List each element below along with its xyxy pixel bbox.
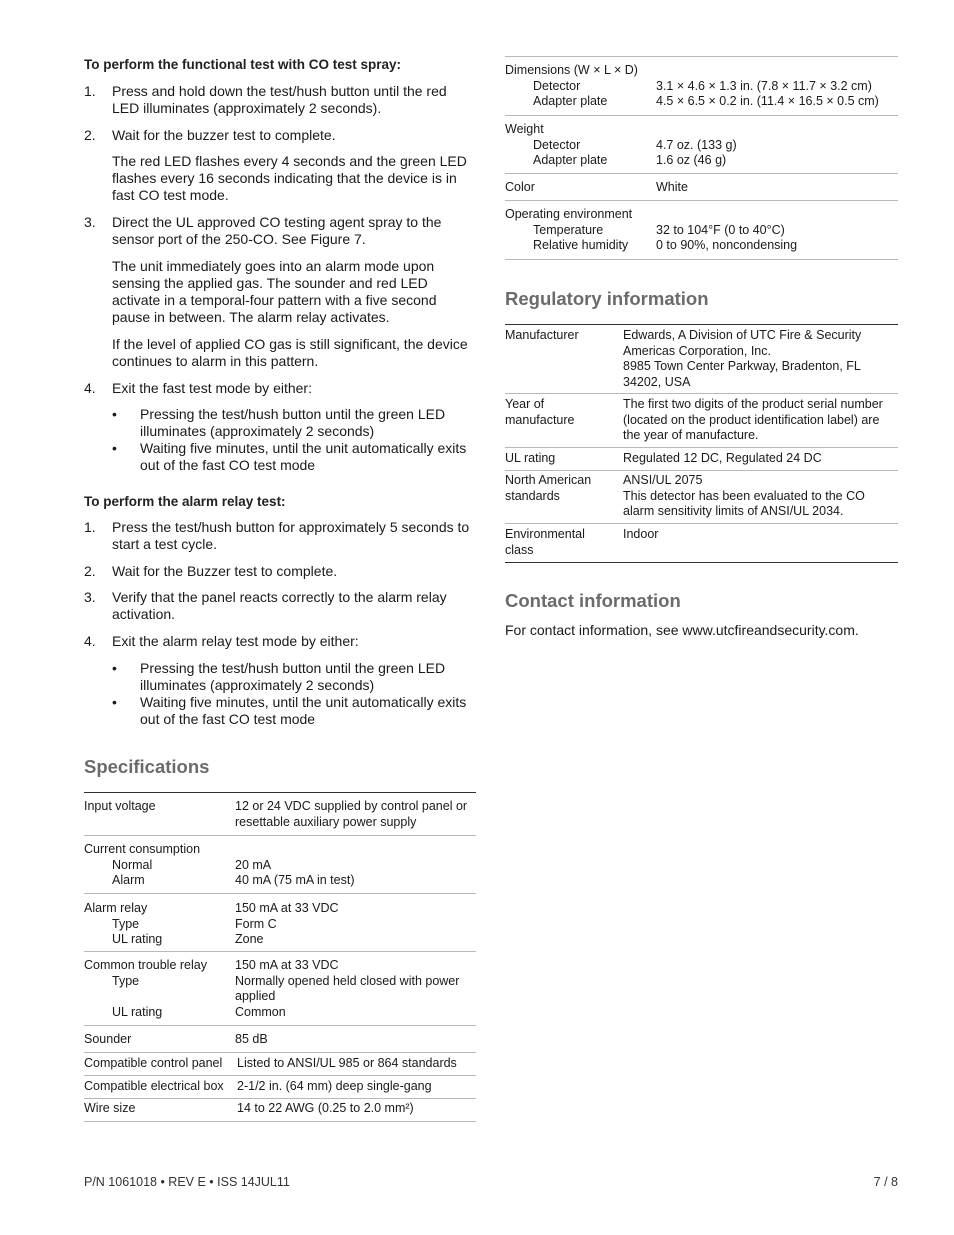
table-row: Current consumption Normal Alarm 20 mA 40 mA (75 mA in test) xyxy=(84,835,476,894)
specifications-heading: Specifications xyxy=(84,756,210,777)
table-row: Operating environment Temperature Relative humidity 32 to 104°F (0 to 40°C) 0 to 90%, noncondensing xyxy=(505,200,898,260)
table-row: Compatible control panel Listed to ANSI/UL 985 or 864 standards xyxy=(84,1052,476,1076)
table-row: Year of manufacture The first two digits of the product serial number (located on the product identification label) are the year of manufacture. xyxy=(505,393,898,448)
footer-page-number: 7 / 8 xyxy=(873,1175,898,1189)
table-row: Weight Detector Adapter plate 4.7 oz. (133 g) 1.6 oz (46 g) xyxy=(505,115,898,174)
relay-test-heading: To perform the alarm relay test: xyxy=(84,494,286,509)
table-row: Environmental class Indoor xyxy=(505,523,898,563)
contact-text: For contact information, see www.utcfireandsecurity.com. xyxy=(505,622,859,638)
table-row: Compatible electrical box 2-1/2 in. (64 mm) deep single-gang xyxy=(84,1075,476,1099)
table-row: UL rating Regulated 12 DC, Regulated 24 DC xyxy=(505,447,898,471)
specifications-table xyxy=(84,792,476,1122)
contact-heading: Contact information xyxy=(505,590,681,611)
table-row: Wire size 14 to 22 AWG (0.25 to 2.0 mm²) xyxy=(84,1098,476,1122)
regulatory-table xyxy=(505,324,898,563)
regulatory-heading: Regulatory information xyxy=(505,288,709,309)
table-row: Common trouble relay Type UL rating 150 mA at 33 VDC Normally opened held closed with power applied Common xyxy=(84,951,476,1026)
table-row: Manufacturer Edwards, A Division of UTC Fire & Security Americas Corporation, Inc. 8985 Town Center Parkway, Bradenton, FL 34202, USA xyxy=(505,324,898,394)
functional-test-heading: To perform the functional test with CO test spray: xyxy=(84,57,402,72)
table-row: North American standards ANSI/UL 2075 This detector has been evaluated to the CO alarm sensitivity limits of ANSI/UL 2034. xyxy=(505,470,898,524)
table-row: Color White xyxy=(505,173,898,201)
table-row: Sounder 85 dB xyxy=(84,1025,476,1053)
specifications-table-continued xyxy=(505,56,898,260)
table-row: Input voltage 12 or 24 VDC supplied by control panel or resettable auxiliary power supply xyxy=(84,792,476,836)
table-row: Dimensions (W × L × D) Detector Adapter plate 3.1 × 4.6 × 1.3 in. (7.8 × 11.7 × 3.2 cm) 4.5 × 6.5 × 0.2 in. (11.4 × 16.5 × 0.5 cm) xyxy=(505,56,898,116)
footer-part-number: P/N 1061018 • REV E • ISS 14JUL11 xyxy=(84,1175,290,1189)
table-row: Alarm relay Type UL rating 150 mA at 33 VDC Form C Zone xyxy=(84,893,476,952)
